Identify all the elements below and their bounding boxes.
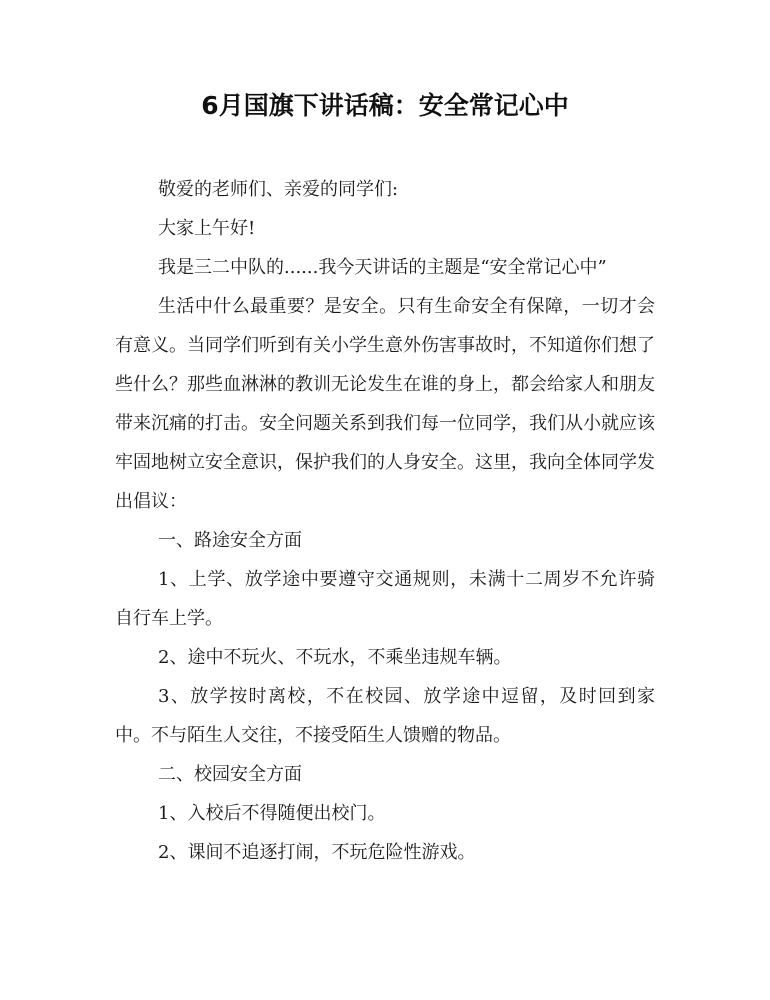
list-item-campus-1: 1、入校后不得随便出校门。 (158, 803, 386, 824)
list-item-road-1: 1、上学、放学途中要遵守交通规则，未满十二周岁不允许骑自行车上学。 (115, 569, 655, 629)
list-item-campus-2: 2、课间不追逐打闹，不玩危险性游戏。 (158, 842, 476, 863)
document-title: 6月国旗下讲话稿：安全常记心中 (201, 91, 569, 120)
paragraph-salutation: 敬爱的老师们、亲爱的同学们: (158, 179, 399, 200)
paragraph-main: 生活中什么最重要？是安全。只有生命安全有保障，一切才会有意义。当同学们听到有关小学生意外伤害事故时，不知道你们想了些什么？那些血淋淋的教训无论发生在谁的身上，都会给家人和朋友带来沉痛的打击。安全问题关系到我们每一位同学，我们从小就应该牢固地树立安全意识，保护我们的人身安全。这里，我向全体同学发出倡议： (115, 296, 655, 512)
list-item-road-2: 2、途中不玩火、不玩水，不乘坐违规车辆。 (158, 647, 512, 668)
section-heading-road-safety: 一、路途安全方面 (158, 530, 302, 551)
document-body (115, 170, 655, 872)
paragraph-greeting: 大家上午好! (158, 218, 256, 239)
section-heading-campus-safety: 二、校园安全方面 (158, 764, 302, 785)
paragraph-introduction: 我是三二中队的......我今天讲话的主题是“安全常记心中” (158, 257, 607, 278)
list-item-road-3: 3、放学按时离校，不在校园、放学途中逗留，及时回到家中。不与陌生人交往，不接受陌生人馈赠的物品。 (115, 686, 655, 746)
